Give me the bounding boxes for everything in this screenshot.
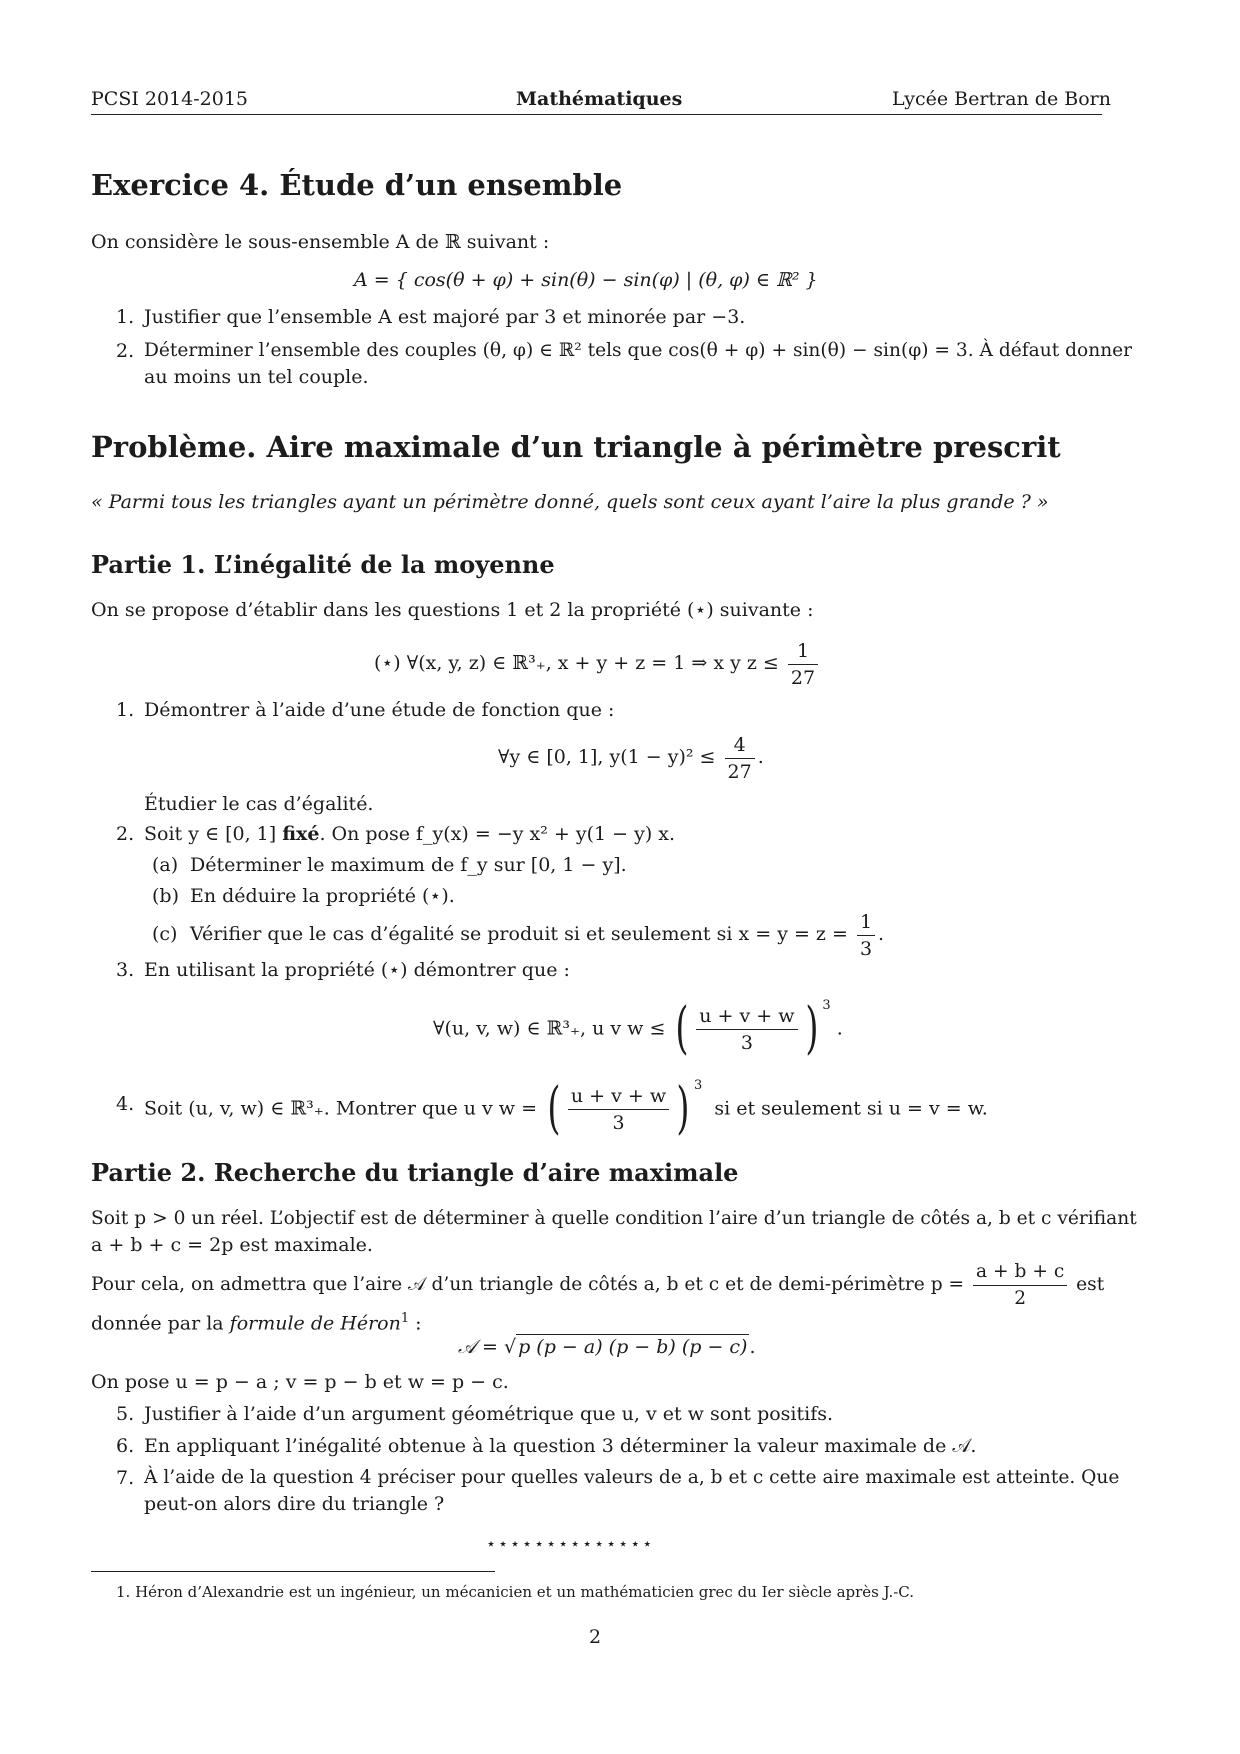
part1-q1-inequality: ∀y ∈ [0, 1], y(1 − y)² ≤ $\frac{4}{27}$ . bbox=[498, 733, 764, 783]
part1-q3-inequality: ∀(u, v, w) ∈ ℝ³₊, u v w ≤ ( $\frac{u + v + w}{3}$ ) $^3$ . bbox=[433, 996, 843, 1062]
part1-q1-fraction bbox=[725, 732, 755, 785]
exercise4-q1: Justifier que l’ensemble A est majoré par 3 et minorée par −3. bbox=[144, 306, 746, 328]
part2-heron-radicand: p (p − a) (p − b) (p − c) bbox=[518, 1336, 748, 1358]
part1-q1: Démontrer à l’aide d’une étude de fonction que : bbox=[144, 699, 615, 721]
part1-q2-text-a: Soit y ∈ [0, 1] bbox=[144, 823, 277, 845]
exercise4-q2-line2: au moins un tel couple. bbox=[144, 366, 369, 388]
header-left: PCSI 2014-2015 bbox=[91, 88, 249, 110]
part1-q3-exponent: 3 bbox=[822, 998, 831, 1013]
part1-q3-number: 3. bbox=[116, 959, 135, 981]
part1-title: Partie 1. L’inégalité de la moyenne bbox=[91, 550, 555, 579]
part2-footnote-mark: 1 bbox=[400, 1311, 410, 1326]
part2-p2-line2-a: donnée par la bbox=[91, 1312, 224, 1335]
part1-q4-text-b: si et seulement si u = v = w. bbox=[714, 1097, 988, 1120]
part2-setpose: On pose u = p − a ; v = p − b et w = p − c. bbox=[91, 1371, 509, 1393]
exercise4-q2-line1: Déterminer l’ensemble des couples (θ, φ) ∈ ℝ² tels que cos(θ + φ) + sin(θ) − sin(φ) = 3. À défaut donner bbox=[144, 340, 1133, 361]
part1-q4-left-paren: ( bbox=[547, 1076, 561, 1142]
footnote: 1. Héron d’Alexandrie est un ingénieur, un mécanicien et un mathématicien grec du Ier siècle après J.-C. bbox=[116, 1583, 915, 1601]
part1-q3-left-paren: ( bbox=[675, 996, 689, 1062]
part2-heron-end: . bbox=[749, 1336, 756, 1358]
part1-q3-fraction-denominator: 3 bbox=[740, 1031, 753, 1054]
part1-q2-bold: fixé bbox=[282, 823, 320, 845]
part1-q4 bbox=[144, 1070, 988, 1142]
problem-quote: « Parmi tous les triangles ayant un périmètre donné, quels sont ceux ayant l’aire la plus grande ? » bbox=[91, 491, 1049, 513]
part2-p2-fraction-numerator: a + b + c bbox=[973, 1259, 1067, 1286]
part2-p2-text: Pour cela, on admettra que l’aire 𝒜 d’un triangle de côtés a, b et c et de demi-périmètre p = bbox=[91, 1274, 965, 1295]
part2-p1-line2: a + b + c = 2p est maximale. bbox=[91, 1234, 373, 1256]
part2-q7-line2: peut-on alors dire du triangle ? bbox=[144, 1493, 445, 1515]
page-number: 2 bbox=[589, 1626, 602, 1648]
part1-intro: On se propose d’établir dans les questions 1 et 2 la propriété (⋆) suivante : bbox=[91, 599, 814, 621]
part1-q2c-fraction-numerator: 1 bbox=[857, 909, 875, 936]
part1-q2 bbox=[144, 822, 675, 846]
part1-q4-fraction-numerator: u + v + w bbox=[568, 1083, 669, 1110]
part1-q4-number: 4. bbox=[116, 1093, 135, 1115]
footnote-rule bbox=[91, 1571, 495, 1572]
part1-q4-fraction bbox=[568, 1083, 669, 1136]
part1-q2-text-b: . On pose f_y(x) = −y x² + y(1 − y) x. bbox=[319, 823, 676, 845]
header-right: Lycée Bertran de Born bbox=[892, 88, 1111, 110]
part1-q2c-fraction-denominator: 3 bbox=[859, 937, 873, 960]
part2-p2-est: est bbox=[1076, 1274, 1105, 1295]
stars-separator: ⋆⋆⋆⋆⋆⋆⋆⋆⋆⋆⋆⋆⋆⋆ bbox=[486, 1534, 655, 1553]
part1-q2-number: 2. bbox=[116, 823, 135, 845]
part2-heron-lhs: 𝒜 = bbox=[458, 1336, 498, 1358]
part1-q3-right-paren: ) bbox=[804, 996, 819, 1062]
part2-p1-line1: Soit p > 0 un réel. L’objectif est de déterminer à quelle condition l’aire d’un triangle de côtés a, b et c vérifiant bbox=[91, 1208, 1137, 1229]
part1-q2b: En déduire la propriété (⋆). bbox=[190, 885, 455, 907]
exercise4-intro: On considère le sous-ensemble A de ℝ suivant : bbox=[91, 231, 550, 253]
part1-q3-fraction bbox=[696, 1003, 797, 1056]
part2-heron-formula-name: formule de Héron bbox=[229, 1312, 401, 1335]
part1-q3-formula: ∀(u, v, w) ∈ ℝ³₊, u v w ≤ bbox=[433, 1017, 666, 1040]
part1-q2a-label: (a) bbox=[152, 854, 179, 876]
part1-q1-fraction-denominator: 27 bbox=[727, 760, 752, 783]
exercise4-q2-number: 2. bbox=[116, 340, 135, 362]
part1-q2a: Déterminer le maximum de f_y sur [0, 1 − y]. bbox=[190, 854, 627, 876]
part2-heron-formula bbox=[458, 1334, 756, 1359]
part2-p2-line2 bbox=[91, 1307, 422, 1335]
part2-q7-line1: À l’aide de la question 4 préciser pour quelles valeurs de a, b et c cette aire maximale est atteinte. Que bbox=[144, 1467, 1120, 1488]
part2-title: Partie 2. Recherche du triangle d’aire maximale bbox=[91, 1158, 739, 1187]
part2-q5-number: 5. bbox=[116, 1403, 135, 1425]
star-fraction bbox=[788, 638, 818, 691]
part2-q6-number: 6. bbox=[116, 1435, 135, 1457]
part1-q1-formula: ∀y ∈ [0, 1], y(1 − y)² ≤ bbox=[498, 746, 716, 768]
part2-p2-fraction-denominator: 2 bbox=[1014, 1287, 1027, 1309]
part2-q7-number: 7. bbox=[116, 1467, 135, 1489]
part1-q2c-text: Vérifier que le cas d’égalité se produit si et seulement si x = y = z = bbox=[190, 923, 848, 945]
header-rule bbox=[91, 114, 1102, 115]
part1-q2c: Vérifier que le cas d’égalité se produit si et seulement si x = y = z = $\frac{1}{3}$ . bbox=[190, 910, 885, 960]
part1-q1-equality-case: Étudier le cas d’égalité. bbox=[144, 793, 374, 815]
part2-p2-line2-b: : bbox=[409, 1312, 422, 1335]
part1-q4-text-a: Soit (u, v, w) ∈ ℝ³₊. Montrer que u v w = bbox=[144, 1097, 537, 1120]
part1-q3: En utilisant la propriété (⋆) démontrer que : bbox=[144, 959, 570, 981]
part2-p2-fraction bbox=[973, 1259, 1067, 1312]
part1-q1-fraction-numerator: 4 bbox=[725, 732, 755, 759]
exercise4-title: Exercice 4. Étude d’un ensemble bbox=[91, 168, 623, 202]
part1-q4-right-paren: ) bbox=[676, 1076, 690, 1142]
part1-q2c-fraction bbox=[857, 909, 875, 962]
part1-q4-fraction-denominator: 3 bbox=[612, 1111, 625, 1134]
star-fraction-denominator: 27 bbox=[790, 666, 816, 689]
part1-q4-exponent: 3 bbox=[694, 1078, 703, 1093]
part1-q1-number: 1. bbox=[116, 699, 135, 721]
problem-title: Problème. Aire maximale d’un triangle à périmètre prescrit bbox=[91, 430, 1061, 464]
part1-q2b-label: (b) bbox=[152, 885, 179, 907]
part2-heron-sqrt-sign: √ bbox=[503, 1336, 517, 1358]
header-center: Mathématiques bbox=[516, 88, 683, 110]
part2-q6: En appliquant l’inégalité obtenue à la question 3 déterminer la valeur maximale de 𝒜. bbox=[144, 1435, 977, 1457]
part2-p2-line1 bbox=[91, 1255, 1104, 1315]
star-property bbox=[374, 633, 821, 693]
star-fraction-numerator: 1 bbox=[788, 638, 818, 665]
exercise4-set-definition: A = { cos(θ + φ) + sin(θ) − sin(φ) | (θ, φ) ∈ ℝ² } bbox=[354, 269, 818, 291]
part1-q2c-label: (c) bbox=[152, 923, 178, 945]
part2-q5: Justifier à l’aide d’un argument géométrique que u, v et w sont positifs. bbox=[144, 1403, 834, 1425]
part1-q3-fraction-numerator: u + v + w bbox=[696, 1003, 797, 1030]
star-property-lhs: (⋆) ∀(x, y, z) ∈ ℝ³₊, x + y + z = 1 ⇒ x y z ≤ bbox=[374, 652, 779, 674]
exercise4-q1-number: 1. bbox=[116, 306, 135, 328]
